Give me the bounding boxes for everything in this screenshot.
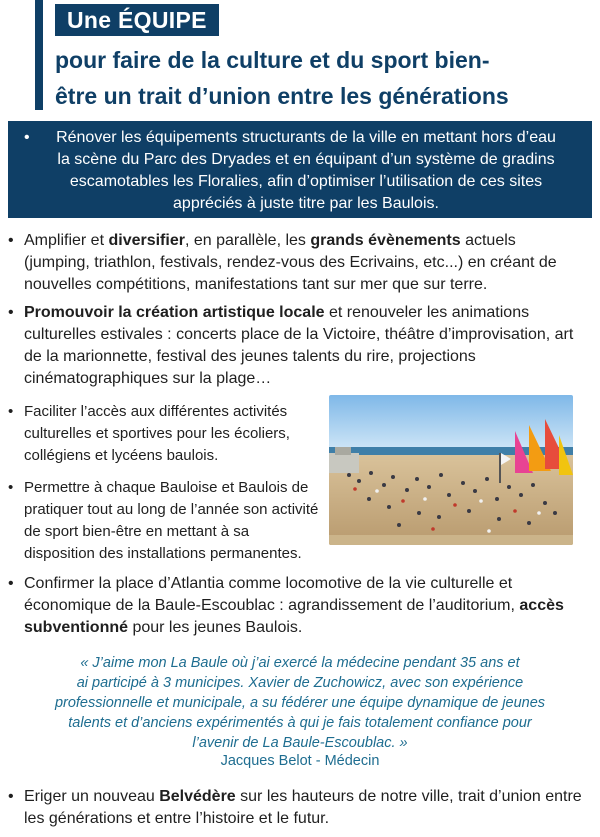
- highlight-line-1: Rénover les équipements structurants de la ville en mettant hors d’eau: [56, 129, 556, 146]
- quote-line-5: l’avenir de La Baule-Escoublac. »: [192, 735, 408, 751]
- bullet-belvedere: [8, 786, 586, 830]
- testimonial-quote: [20, 653, 580, 753]
- beach-event-photo-illustration: [329, 395, 573, 545]
- quote-author: Jacques Belot - Médecin: [220, 753, 380, 769]
- text: sur les hauteurs de notre ville, trait d’union entre les générations et entre l’histoire et le futur.: [24, 788, 582, 827]
- accent-bar: [35, 0, 43, 110]
- headline-line-2: être un trait d’union entre les générations: [55, 83, 509, 109]
- text: et renouveler les animations culturelles estivales : concerts place de la Victoire, théâtre d’improvisation, art de la marionnette, festival des jeunes talents du rire, projections cinématographiques sur la plage…: [24, 304, 574, 387]
- quote-line-2: ai participé à 3 municipes. Xavier de Zuchowicz, avec son expérience: [76, 675, 524, 691]
- emphasis: grands évènements: [310, 232, 461, 249]
- bullet-dot: •: [8, 479, 14, 496]
- bullet-sport-wellbeing: [8, 477, 320, 565]
- highlight-line-4: appréciés à juste titre par les Baulois.: [173, 195, 439, 212]
- emphasis: Promouvoir la création artistique locale: [24, 304, 325, 321]
- bullet-dot: •: [8, 788, 14, 805]
- text: pour les jeunes Baulois.: [128, 619, 303, 636]
- bullet-atlantia: [8, 573, 586, 639]
- text: Faciliter l’accès aux différentes activités culturelles et sportives pour les écoliers, collégiens et lycéens baulois.: [24, 403, 290, 464]
- bullet-access-students: [8, 401, 320, 467]
- emphasis: Belvédère: [159, 788, 236, 805]
- highlight-line-2: la scène du Parc des Dryades et en équipant d’un système de gradins: [57, 151, 555, 168]
- bullet-artistic-creation: [8, 302, 586, 390]
- title-badge: Une ÉQUIPE: [55, 4, 219, 36]
- bullet-dot: •: [8, 232, 14, 249]
- emphasis: diversifier: [108, 232, 185, 249]
- text: Amplifier et: [24, 232, 109, 249]
- highlight-line-3: escamotables les Floralies, afin d’optimiser l’utilisation de ces sites: [69, 173, 543, 190]
- page-title: [55, 42, 590, 114]
- bullet-dot: •: [8, 575, 14, 592]
- beach-event-photo: [329, 395, 573, 545]
- bullet-dot: •: [8, 304, 14, 321]
- quote-line-3: professionnelle et municipale, a su fédérer une équipe dynamique de jeunes: [54, 695, 546, 711]
- bullet-dot: •: [24, 129, 30, 146]
- bullet-events: [8, 230, 586, 296]
- highlight-box: [8, 121, 592, 218]
- emphasis: accès subventionné: [24, 597, 564, 636]
- quote-line-1: « J’aime mon La Baule où j’ai exercé la médecine pendant 35 ans et: [80, 655, 520, 671]
- quote-line-4: talents et d’anciens expérimentés à qui je fais totalement confiance pour: [68, 715, 532, 731]
- text: , en parallèle, les: [184, 232, 311, 249]
- bullet-dot: •: [8, 403, 14, 420]
- text: actuels (jumping, triathlon, festivals, rendez-vous des Ecrivains, etc...) en créant de nouvelles compétitions, manifestations tant sur mer que sur terre.: [24, 232, 557, 293]
- text: Confirmer la place d’Atlantia comme locomotive de la vie culturelle et économique de la Baule-Escoublac : agrandissement de l’auditorium,: [24, 575, 520, 614]
- text: Permettre à chaque Bauloise et Baulois de pratiquer tout au long de l’année son activité de sport bien-être en mettant à sa disposition des installations permanentes.: [24, 479, 319, 562]
- text: Eriger un nouveau: [24, 788, 160, 805]
- headline-line-1: pour faire de la culture et du sport bien-: [55, 47, 490, 73]
